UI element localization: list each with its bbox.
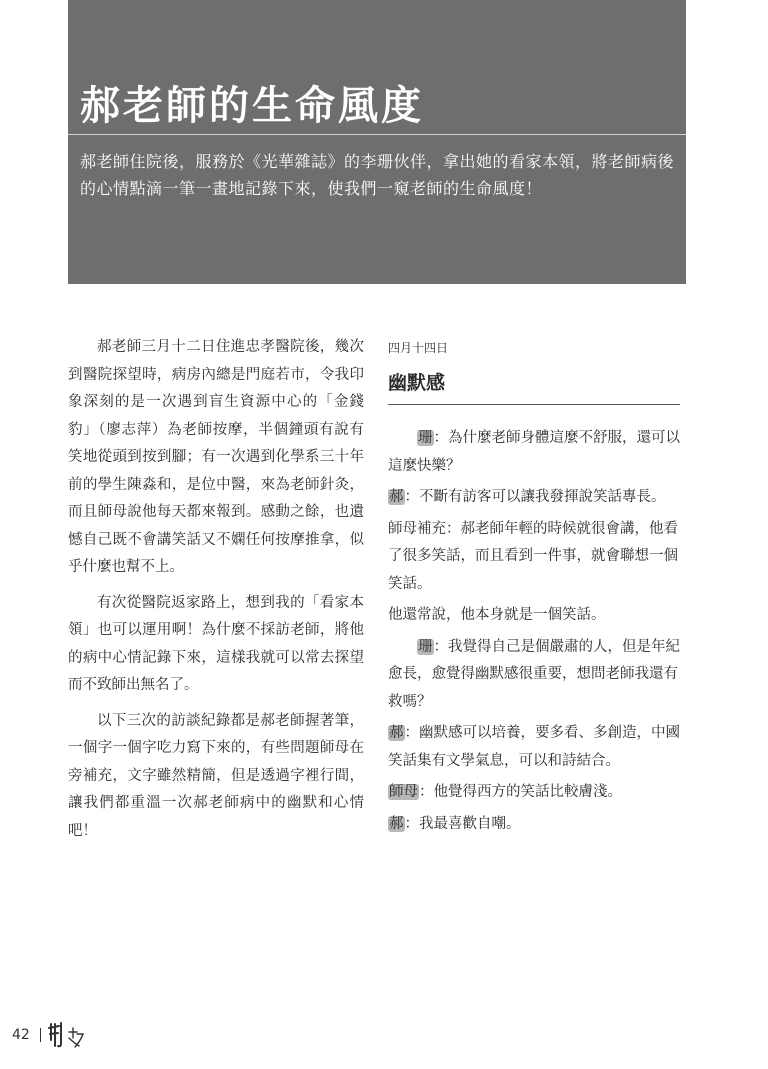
speaker-tag: 師母 xyxy=(389,784,418,800)
dialog-line xyxy=(388,602,688,630)
footer-divider xyxy=(40,1028,41,1042)
dialog-line xyxy=(388,720,688,775)
dialog-line xyxy=(388,425,688,480)
page-number: 42 xyxy=(12,1027,30,1043)
dialog-text: ：不斷有訪客可以讓我發揮說笑話專長。 xyxy=(404,489,666,505)
calligraphy-logo-icon xyxy=(47,1020,87,1050)
dialog-text: ：我覺得自己是個嚴肅的人，但是年紀愈長，愈覺得幽默感很重要，想問老師我還有救嗎？ xyxy=(388,638,680,710)
dialog-text: ：他覺得西方的笑話比較膚淺。 xyxy=(419,784,622,800)
dialog-line xyxy=(388,779,688,807)
body-paragraph: 以下三次的訪談紀錄都是郝老師握著筆，一個字一個字吃力寫下來的，有些問題師母在旁補充，文字雖然精簡，但是透過字裡行間，讓我們都重溫一次郝老師病中的幽默和心情吧！ xyxy=(68,712,364,839)
right-column xyxy=(388,340,688,842)
speaker-tag: 郝 xyxy=(389,815,404,832)
speaker-tag: 郝 xyxy=(389,489,404,505)
article-title: 郝老師的生命風度 xyxy=(80,82,424,129)
body-paragraph: 有次從醫院返家路上，想到我的「看家本領」也可以運用啊！為什麼不採訪老師，將他的病中心情記錄下來，這樣我就可以常去探望而不致師出無名了。 xyxy=(68,594,364,693)
banner-divider xyxy=(68,134,686,135)
speaker-tag: 珊 xyxy=(418,638,433,655)
dialog-line xyxy=(388,484,688,512)
dialog-line xyxy=(388,811,688,839)
entry-date: 四月十四日 xyxy=(388,341,449,355)
dialog-text: ：我最喜歡自嘲。 xyxy=(404,815,521,832)
speaker-tag: 郝 xyxy=(389,725,404,741)
section-title: 幽默感 xyxy=(388,372,446,394)
dialog-line xyxy=(388,516,688,599)
dialog-line xyxy=(388,634,688,717)
dialog-text: 師母補充：郝老師年輕的時候就很會講，他看了很多笑話，而且看到一件事，就會聯想一個笑話。 xyxy=(388,520,678,592)
dialog-text: ：幽默感可以培養，要多看、多創造，中國笑話集有文學氣息，可以和詩結合。 xyxy=(388,725,680,769)
dialog-text: 他還常說，他本身就是一個笑話。 xyxy=(388,607,606,623)
left-column xyxy=(68,334,364,853)
dialog-text: ：為什麼老師身體這麼不舒服，還可以這麼快樂？ xyxy=(388,430,680,474)
title-banner xyxy=(68,0,686,284)
body-paragraph: 郝老師三月十二日住進忠孝醫院後，幾次到醫院探望時，病房內總是門庭若市，令我印象深刻的是一次遇到盲生資源中心的「金錢豹」（廖志萍）為老師按摩，半個鐘頭有說有笑地從頭到按到腳；有一次遇到化學系三十年前的學生陳淼和，是位中醫，來為老師針灸，而且師母說他每天都來報到。感動之餘，也遺憾自己既不會講笑話又不嫻任何按摩推拿，似乎什麼也幫不上。 xyxy=(68,339,364,575)
article-intro: 郝老師住院後，服務於《光華雜誌》的李珊伙伴，拿出她的看家本領，將老師病後的心情點滴一筆一畫地記錄下來，使我們一窺老師的生命風度！ xyxy=(80,152,675,198)
section-divider xyxy=(388,404,680,405)
page-footer xyxy=(12,1020,87,1050)
speaker-tag: 珊 xyxy=(418,430,433,446)
